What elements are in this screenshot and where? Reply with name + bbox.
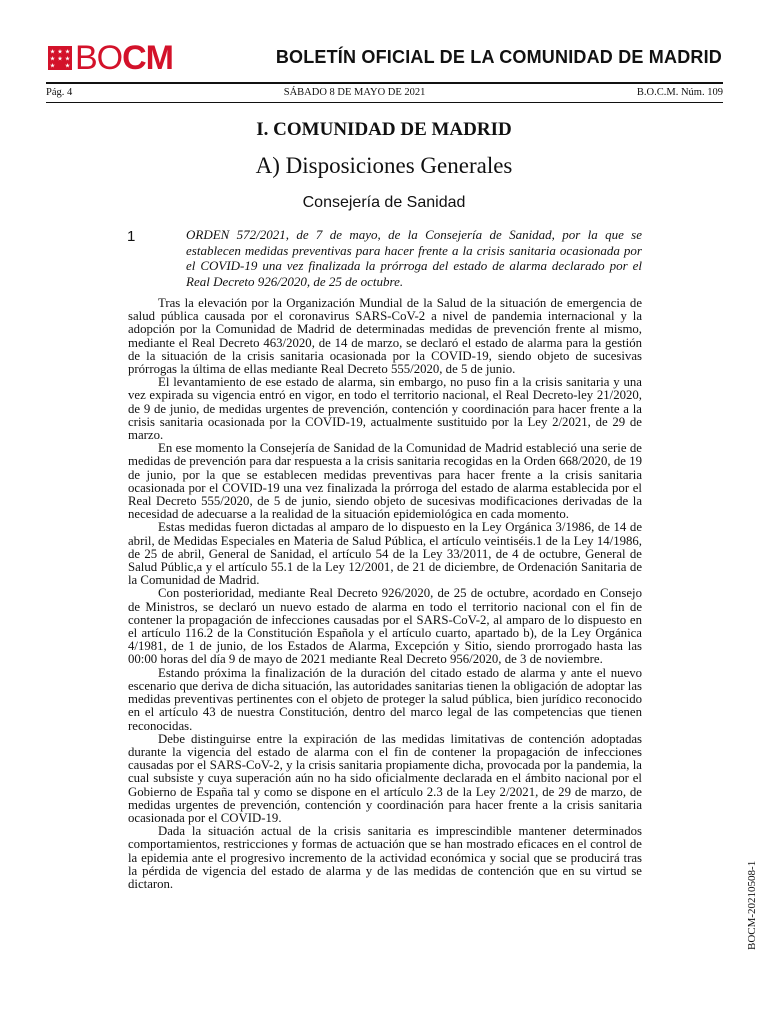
body-paragraph: Estas medidas fueron dictadas al amparo de lo dispuesto en la Ley Orgánica 3/1986, de 14 de abril, de Medidas Especiales en Materia de Salud Pública, el artículo veintiséis.1 de la Ley 14/1986, de 25 de abril, General de Sanidad, el artículo 54 de la Ley 33/2011, de 4 de octubre, General de Salud Públic,a y el artículo 55.1 de la Ley 12/2001, de 21 de diciembre, de Ordenación Sanitaria de la Comunidad de Madrid. xyxy=(128,520,642,588)
issue-number: B.O.C.M. Núm. 109 xyxy=(636,87,723,98)
logo-text-suffix: CM xyxy=(122,39,174,77)
bulletin-title: BOLETÍN OFICIAL DE LA COMUNIDAD DE MADRID xyxy=(275,47,722,67)
subsection-heading: A) Disposiciones Generales xyxy=(255,153,513,178)
header-rule xyxy=(46,82,723,84)
meta-rule xyxy=(46,102,723,103)
page-number: Pág. 4 xyxy=(46,87,73,98)
body-paragraph: Dada la situación actual de la crisis sanitaria es imprescindible mantener determinados comportamientos, restricciones y formas de actuación que se han mostrado eficaces en el control de la epidemia ante el progresivo incremento de la actividad económica y social que se producirá tras la pérdida de vigencia del estado de alarma y de las medidas de contención que en su virtud se dictaron. xyxy=(128,824,642,891)
header-meta xyxy=(46,87,723,98)
logo-wordmark xyxy=(75,39,174,77)
document-body xyxy=(128,297,642,891)
body-paragraph: El levantamiento de ese estado de alarma, sin embargo, no puso fin a la crisis sanitaria y una vez expirada su vigencia entró en vigor, en todo el territorio nacional, el Real Decreto-ley 21/2020, de 9 de junio, de medidas urgentes de prevención, contención y coordinación para hacer frente a la crisis sanitaria ocasionada por la COVID-19, actualmente sustituido por la Ley 2/2021, de 29 de marzo. xyxy=(128,375,642,443)
item-number: 1 xyxy=(127,228,136,245)
body-paragraph: Estando próxima la finalización de la duración del citado estado de alarma y ante el nuevo escenario que deriva de dicha situación, las autoridades sanitarias tienen la obligación de adoptar las medidas preventivas pertinentes con el objeto de proteger la salud pública, bien jurídico reconocido en el artículo 43 de nuestra Constitución, dentro del marco legal de las competencias que tienen reconocidas. xyxy=(128,665,642,733)
logo-text-prefix: BO xyxy=(75,39,123,77)
madrid-stars-icon xyxy=(48,46,72,70)
section-heading: I. COMUNIDAD DE MADRID xyxy=(256,119,512,140)
document-code: BOCM-20210508-1 xyxy=(746,860,758,950)
body-paragraph: En ese momento la Consejería de Sanidad de la Comunidad de Madrid estableció una serie de medidas de prevención para dar respuesta a la crisis sanitaria recogidas en la Orden 668/2020, de 19 de junio, por la que se establecen medidas preventivas para hacer frente a la crisis sanitaria ocasionada por el COVID-19 una vez finalizada la prórroga del estado de alarma establecida por el Real Decreto 555/2020, de 5 de junio, siendo objeto de sucesivas modificaciones derivadas de la necesidad de adecuarse a la realidad de la situación epidemiológica en cada momento. xyxy=(128,441,642,522)
agency-heading: Consejería de Sanidad xyxy=(302,194,466,211)
body-paragraph: Con posterioridad, mediante Real Decreto 926/2020, de 25 de octubre, acordado en Consejo de Ministros, se declaró un nuevo estado de alarma en todo el territorio nacional con el fin de contener la propagación de infecciones causadas por el SARS-CoV-2, al amparo de lo dispuesto en el artículo 116.2 de la Constitución Española y el artículo cuarto, apartado b), de la Ley Orgánica 4/1981, de 1 de junio, de los Estados de Alarma, Excepción y Sitio, siendo prorrogado hasta las 00:00 horas del día 9 de mayo de 2021 mediante Real Decreto 956/2020, de 3 de noviembre. xyxy=(128,586,642,667)
bocm-logo xyxy=(48,39,174,77)
body-paragraph: Debe distinguirse entre la expiración de las medidas limitativas de contención adoptadas durante la vigencia del estado de alarma con el fin de contener la propagación de infecciones causadas por el SARS-CoV-2, y la crisis sanitaria propiamente dicha, provocada por la pandemia, la cual subsiste y cuya superación aún no ha sido oficialmente declarada en el ámbito nacional por el Gobierno de España tal y como se dispone en el artículo 2.3 de la Ley 2/2021, de 29 de marzo, de medidas urgentes de prevención, contención y coordinación para hacer frente a la crisis sanitaria ocasionada por el COVID-19. xyxy=(128,731,642,825)
issue-date: SÁBADO 8 DE MAYO DE 2021 xyxy=(283,87,426,98)
body-paragraph: Tras la elevación por la Organización Mundial de la Salud de la situación de emergencia de salud pública causada por el coronavirus SARS-CoV-2 a nivel de pandemia internacional y la adopción por la Comunidad de Madrid de determinadas medidas de prevención frente al mismo, mediante el Real Decreto 463/2020, de 14 de marzo, se declaró el estado de alarma para la gestión de la situación de la crisis sanitaria ocasionada por la COVID-19, siendo objeto de sucesivas prórrogas la última de ellas mediante Real Decreto 555/2020, de 5 de junio. xyxy=(128,296,642,377)
order-title: ORDEN 572/2021, de 7 de mayo, de la Consejería de Sanidad, por la que se establecen medidas preventivas para hacer frente a la crisis sanitaria ocasionada por el COVID-19 una vez finalizada la prórroga del estado de alarma declarado por el Real Decreto 926/2020, de 25 de octubre. xyxy=(186,227,642,289)
